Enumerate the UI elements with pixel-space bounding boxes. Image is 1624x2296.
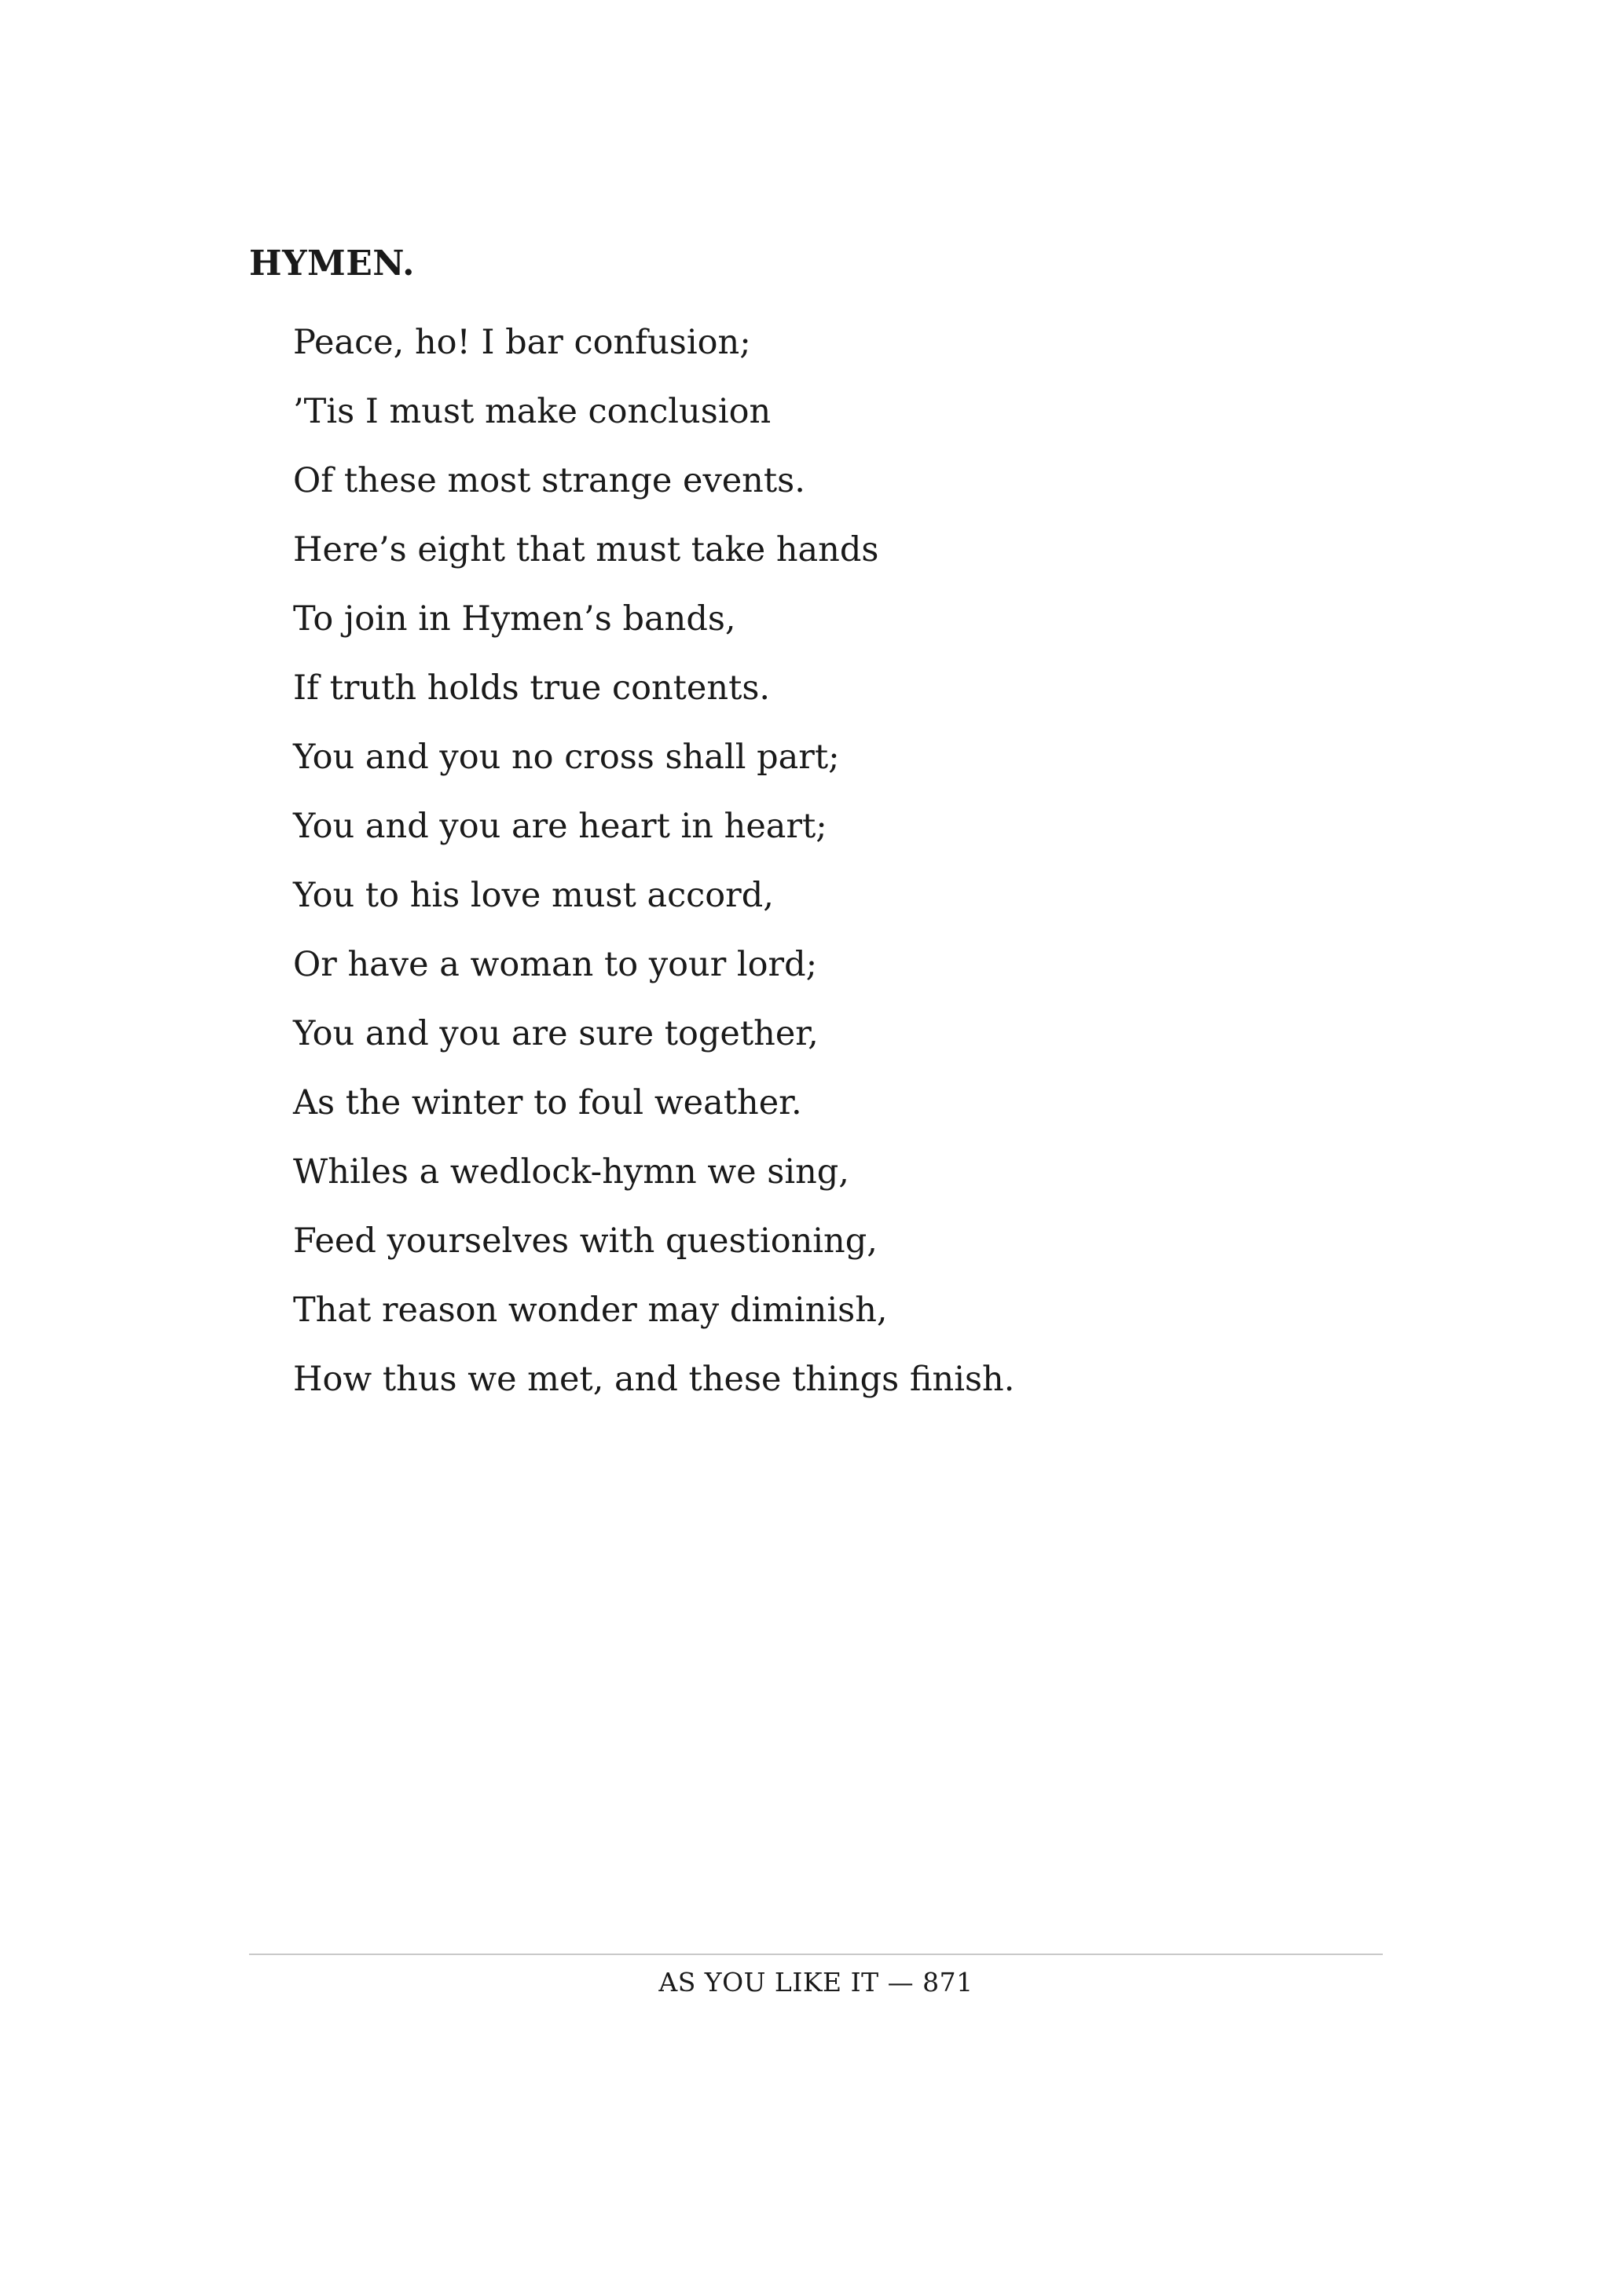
- footer-divider: [249, 1954, 1383, 1955]
- verse-line: If truth holds true contents.: [293, 668, 771, 708]
- verse-line: Feed yourselves with questioning,: [293, 1221, 878, 1261]
- verse-line: Whiles a wedlock-hymn we sing,: [293, 1152, 849, 1192]
- verse-block: [293, 308, 1014, 1414]
- speaker-name: HYMEN.: [249, 244, 415, 284]
- verse-line: Peace, ho! I bar confusion;: [293, 323, 751, 362]
- page-footer: AS YOU LIKE IT — 871: [658, 1967, 973, 1998]
- verse-line: You and you no cross shall part;: [293, 738, 840, 777]
- verse-line: ’Tis I must make conclusion: [293, 392, 772, 431]
- verse-line: As the winter to foul weather.: [293, 1083, 802, 1122]
- verse-line: How thus we met, and these things finish.: [293, 1360, 1015, 1399]
- verse-line: Or have a woman to your lord;: [293, 945, 818, 984]
- verse-line: That reason wonder may diminish,: [293, 1291, 888, 1330]
- verse-line: You and you are sure together,: [293, 1014, 819, 1053]
- verse-line: Of these most strange events.: [293, 461, 805, 500]
- verse-line: To join in Hymen’s bands,: [293, 599, 736, 639]
- verse-line: You and you are heart in heart;: [293, 807, 827, 846]
- verse-line: Here’s eight that must take hands: [293, 530, 879, 569]
- verse-line: You to his love must accord,: [293, 876, 774, 915]
